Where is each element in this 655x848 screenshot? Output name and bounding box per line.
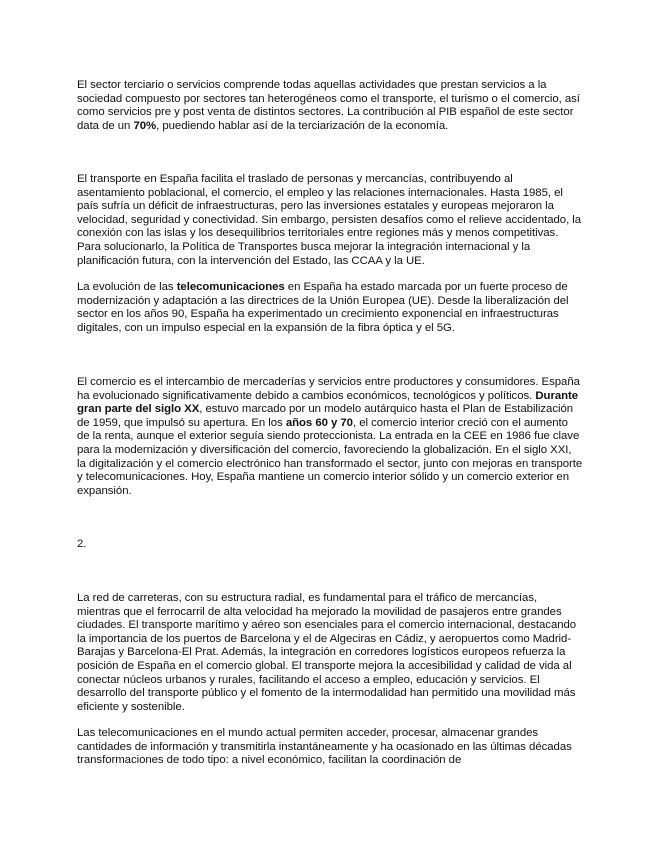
paragraph-transport: El transporte en España facilita el traslado de personas y mercancías, contribuyendo al asentamiento poblacional, el comercio, el empleo y las relaciones internacionales. Hasta 1985, el país sufría un déficit de infraestructuras, pero las inversiones estatales y europeas mejoraron la velocidad, seguridad y conectividad. Sin embargo, persisten desafíos como el relieve accidentado, la conexión con las islas y los desequilibrios territoriales entre regiones más y menos competitivas. Para solucionarlo, la Política de Transportes busca mejorar la integración internacional y la planificación futura, con la intervención del Estado, las CCAA y la UE. [77,173,582,267]
bold-text: Durante gran parte del siglo XX [77,389,579,416]
paragraph-tertiary-sector [77,79,583,133]
text-run: en España ha estado marcada por un fuerte proceso de modernización y adaptación a las directrices de la Unión Europea (UE). Desde la liberalización del sector en los años 90, España ha experimentado un crecimiento exponencial en infraestructuras digitales, con un impulso especial en la expansión de la fibra óptica y el 5G. [77,281,569,334]
text-run: El sector terciario o servicios comprende todas aquellas actividades que prestan servicios a la sociedad compuesto por sectores tan heterogéneos como el transporte, el turismo o el comercio, así como servicios pre y post venta de distintos sectores. La contribución al PIB español de este sector data de un [77,79,580,132]
paragraph-telecommunications [77,281,583,335]
text-run: , el comercio interior creció con el aumento de la renta, aunque el exterior seguía siendo proteccionista. La entrada en la CEE en 1986 fue clave para la modernización y diversificación del comercio, favoreciendo la globalización. En el siglo XXI, la digitalización y el comercio electrónico han transformado el sector, junto con mejoras en transporte y telecomunicaciones. Hoy, España mantiene un comercio interior sólido y un comercio exterior en expansión. [77,416,583,497]
text-run: La evolución de las [77,281,177,293]
bold-text: 70% [133,119,157,132]
text-run: , estuvo marcado por un modelo autárquico hasta el Plan de Estabilización de 1959, que impulsó su apertura. En los [77,403,574,429]
section-number: 2. [77,538,87,550]
text-run: El comercio es el intercambio de mercaderías y servicios entre productores y consumidores. España ha evolucionado significativamente debido a cambios económicos, tecnológicos y políticos. [77,376,580,402]
text-run: , puediendo hablar así de la terciarización de la economía. [156,119,449,132]
paragraph-commerce [77,376,583,498]
bold-text: años 60 y 70 [285,416,353,429]
paragraph-transport-networks: La red de carreteras, con su estructura radial, es fundamental para el tráfico de mercancías, mientras que el ferrocarril de alta velocidad ha mejorado la movilidad de pasajeros entre grandes ciudades. El transporte marítimo y aéreo son esenciales para el comercio internacional, destacando la importancia de los puertos de Barcelona y el de Algeciras en Cádiz, y aeropuertos como Madrid-Barajas y Barcelona-El Prat. Además, la integración en corredores logísticos europeos refuerza la posición de España en el comercio global. El transporte mejora la accesibilidad y calidad de vida al conectar núcleos urbanos y rurales, facilitando el acceso a empleo, educación y servicios. El desarrollo del transporte público y el fomento de la intermodalidad han permitido una movilidad más eficiente y sostenible. [77,592,577,713]
bold-text: telecomunicaciones [176,281,285,293]
paragraph-telecom-impact: Las telecomunicaciones en el mundo actual permiten acceder, procesar, almacenar grandes cantidades de información y transmitirla instantáneamente y ha ocasionado en las últimas décadas transformaciones de todo tipo: a nivel económico, facilitan la coordinación de [77,727,572,767]
